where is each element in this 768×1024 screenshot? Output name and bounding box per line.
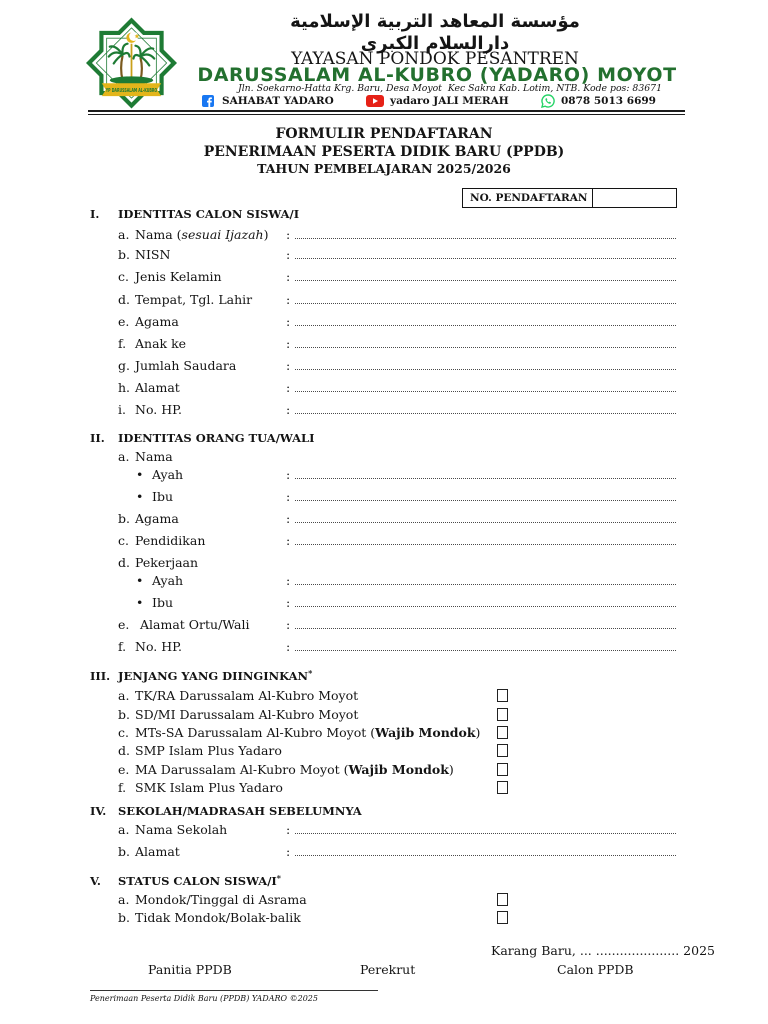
field-label: Tempat, Tgl. Lahir	[135, 292, 253, 307]
required-mark: *	[308, 668, 313, 678]
bullet: •	[136, 573, 144, 588]
field-row-alamat	[0, 379, 768, 396]
bullet: •	[136, 467, 144, 482]
item-letter: b.	[118, 844, 130, 859]
field-colon: :	[286, 380, 291, 395]
field-colon: :	[286, 573, 291, 588]
bullet: •	[136, 489, 144, 504]
field-row-agama	[0, 313, 768, 330]
header-divider-thick	[88, 110, 685, 112]
option-row-smp	[0, 742, 768, 759]
field-colon: :	[286, 844, 291, 859]
field-label-note: sesuai Ijazah	[181, 227, 264, 242]
section-number: I.	[90, 207, 100, 221]
option-label-emphasis: Wajib Mondok	[375, 725, 476, 740]
option-label: Tidak Mondok/Bolak-balik	[135, 910, 301, 925]
field-label: Ayah	[152, 573, 184, 588]
field-label: Alamat	[135, 380, 180, 395]
checkbox-ma[interactable]	[497, 763, 508, 776]
form-subtitle: PENERIMAAN PESERTA DIDIK BARU (PPDB)	[203, 144, 565, 160]
fill-line-nisn[interactable]	[295, 258, 676, 259]
header-divider-thin	[88, 114, 685, 115]
field-row-nama	[0, 226, 768, 243]
signatory-recruiter: Perekrut	[360, 962, 416, 977]
field-label: Jumlah Saudara	[135, 358, 237, 373]
field-row-alamat-sekolah	[0, 843, 768, 860]
item-letter: f.	[118, 780, 127, 795]
section-number: IV.	[90, 804, 107, 818]
item-letter: a.	[118, 822, 130, 837]
field-row-jenis-kelamin	[0, 268, 768, 285]
footer-text: Penerimaan Peserta Didik Baru (PPDB) YADARO ©2025	[90, 994, 318, 1003]
field-label-close: )	[263, 227, 269, 242]
field-label: Agama	[135, 314, 179, 329]
registration-number-label: NO. PENDAFTARAN	[463, 189, 593, 207]
section-title	[118, 668, 312, 685]
field-colon: :	[286, 292, 291, 307]
field-colon: :	[286, 533, 291, 548]
item-letter: f.	[118, 639, 127, 654]
option-row-sd-mi	[0, 706, 768, 723]
item-letter: h.	[118, 380, 131, 395]
option-label: Mondok/Tinggal di Asrama	[135, 892, 307, 907]
field-label: Pekerjaan	[135, 555, 199, 570]
section-4-heading	[0, 803, 768, 820]
arabic-institution-name: دارالسلام الكبرى	[360, 33, 510, 54]
field-colon: :	[286, 269, 291, 284]
section-title: IDENTITAS CALON SISWA/I	[118, 207, 300, 221]
fill-line-pekerjaan-ibu[interactable]	[295, 606, 676, 607]
field-label: No. HP.	[135, 639, 182, 654]
option-label-emphasis: Wajib Mondok	[348, 762, 449, 777]
arabic-foundation-name: مؤسسة المعاهد التربية الإسلامية	[290, 11, 580, 32]
section-5-heading	[0, 873, 768, 890]
fill-line-alamat-ortu[interactable]	[295, 628, 676, 629]
fill-line-jumlah-saudara[interactable]	[295, 369, 676, 370]
field-row-nama-ibu	[0, 488, 768, 505]
field-row-nisn	[0, 246, 768, 263]
checkbox-smp[interactable]	[497, 744, 508, 757]
institution-address: Jln. Soekarno-Hatta Krg. Baru, Desa Moyot Kec Sakra Kab. Lotim, NTB. Kode pos: 83671	[237, 83, 662, 94]
field-row-no-hp-ortu	[0, 638, 768, 655]
field-label: Ayah	[152, 467, 184, 482]
fill-line-tempat-tgl-lahir[interactable]	[295, 303, 676, 304]
field-colon: :	[286, 489, 291, 504]
item-letter: c.	[118, 725, 129, 740]
fill-line-jenis-kelamin[interactable]	[295, 280, 676, 281]
option-label-close: )	[475, 725, 481, 740]
item-letter: c.	[118, 269, 129, 284]
fill-line-anak-ke[interactable]	[295, 347, 676, 348]
field-colon: :	[286, 467, 291, 482]
field-colon: :	[286, 314, 291, 329]
field-label: No. HP.	[135, 402, 182, 417]
item-letter: a.	[118, 688, 130, 703]
field-label: Alamat Ortu/Wali	[140, 617, 250, 632]
field-label-text: Nama (	[135, 227, 182, 242]
field-label: Ibu	[152, 595, 173, 610]
whatsapp-number: 0878 5013 6699	[561, 95, 656, 107]
fill-line-nama-sekolah[interactable]	[295, 833, 676, 834]
field-row-tempat-tgl-lahir	[0, 291, 768, 308]
signatory-committee: Panitia PPDB	[148, 962, 232, 977]
option-row-mondok	[0, 891, 768, 908]
field-row-pekerjaan-ayah	[0, 572, 768, 589]
field-label: Anak ke	[135, 336, 187, 351]
registration-number-box	[462, 188, 677, 208]
field-group-pekerjaan	[0, 554, 768, 571]
option-row-mts-sa	[0, 724, 768, 741]
option-row-tk-ra	[0, 687, 768, 704]
item-letter: b.	[118, 707, 130, 722]
option-label: SMP Islam Plus Yadaro	[135, 743, 282, 758]
form-title: FORMULIR PENDAFTARAN	[275, 126, 493, 142]
option-label: SD/MI Darussalam Al-Kubro Moyot	[135, 707, 359, 722]
fill-line-agama-ortu[interactable]	[295, 522, 676, 523]
field-colon: :	[286, 639, 291, 654]
field-colon: :	[286, 227, 291, 242]
section-title-text: STATUS CALON SISWA/I	[118, 874, 277, 888]
field-colon: :	[286, 358, 291, 373]
item-letter: b.	[118, 511, 130, 526]
facebook-handle: SAHABAT YADARO	[222, 95, 334, 107]
field-label: Jenis Kelamin	[135, 269, 222, 284]
option-label-text: MTs-SA Darussalam Al-Kubro Moyot (	[135, 725, 376, 740]
item-letter: a.	[118, 227, 130, 242]
field-label: NISN	[135, 247, 171, 262]
section-number: V.	[90, 874, 101, 888]
section-title: IDENTITAS ORANG TUA/WALI	[118, 431, 315, 445]
section-number: III.	[90, 669, 111, 683]
field-label	[135, 226, 269, 243]
field-colon: :	[286, 595, 291, 610]
registration-number-field[interactable]	[593, 189, 676, 207]
item-letter: d.	[118, 743, 130, 758]
option-label: TK/RA Darussalam Al-Kubro Moyot	[135, 688, 359, 703]
option-row-ma	[0, 761, 768, 778]
fill-line-alamat[interactable]	[295, 391, 676, 392]
footer-divider	[90, 990, 378, 991]
item-letter: f.	[118, 336, 127, 351]
section-title: SEKOLAH/MADRASAH SEBELUMNYA	[118, 804, 362, 818]
fill-line-nama-ibu[interactable]	[295, 500, 676, 501]
fill-line-nama[interactable]	[295, 238, 676, 239]
field-row-agama-ortu	[0, 510, 768, 527]
field-group-nama-ortu	[0, 448, 768, 465]
field-row-no-hp	[0, 401, 768, 418]
item-letter: a.	[118, 892, 130, 907]
option-label	[135, 761, 454, 778]
item-letter: b.	[118, 247, 130, 262]
fill-line-pekerjaan-ayah[interactable]	[295, 584, 676, 585]
institution-name: DARUSSALAM AL-KUBRO (YADARO) MOYOT	[197, 64, 677, 86]
field-colon: :	[286, 617, 291, 632]
required-mark: *	[276, 873, 281, 883]
section-3-heading	[0, 668, 768, 685]
item-letter: e.	[118, 762, 130, 777]
checkbox-tk-ra[interactable]	[497, 689, 508, 702]
field-row-nama-sekolah	[0, 821, 768, 838]
item-letter: d.	[118, 292, 130, 307]
fill-line-no-hp-ortu[interactable]	[295, 650, 676, 651]
fill-line-no-hp[interactable]	[295, 413, 676, 414]
field-row-pekerjaan-ibu	[0, 594, 768, 611]
field-label: Nama	[135, 449, 173, 464]
item-letter: g.	[118, 358, 130, 373]
option-row-smk	[0, 779, 768, 796]
option-label: SMK Islam Plus Yadaro	[135, 780, 283, 795]
section-title-text: JENJANG YANG DIINGINKAN	[118, 669, 309, 683]
field-label: Nama Sekolah	[135, 822, 228, 837]
field-label: Ibu	[152, 489, 173, 504]
item-letter: c.	[118, 533, 129, 548]
field-label: Pendidikan	[135, 533, 206, 548]
section-2-heading	[0, 430, 768, 447]
field-colon: :	[286, 822, 291, 837]
item-letter: d.	[118, 555, 130, 570]
academic-year: TAHUN PEMBELAJARAN 2025/2026	[257, 161, 511, 176]
field-row-jumlah-saudara	[0, 357, 768, 374]
fill-line-alamat-sekolah[interactable]	[295, 855, 676, 856]
checkbox-sd-mi[interactable]	[497, 708, 508, 721]
field-colon: :	[286, 511, 291, 526]
bullet: •	[136, 595, 144, 610]
item-letter: a.	[118, 449, 130, 464]
checkbox-mts-sa[interactable]	[497, 726, 508, 739]
field-row-anak-ke	[0, 335, 768, 352]
fill-line-agama[interactable]	[295, 325, 676, 326]
item-letter: i.	[118, 402, 126, 417]
field-colon: :	[286, 247, 291, 262]
section-title	[118, 873, 281, 890]
field-row-pendidikan	[0, 532, 768, 549]
logo-text: YP DARUSSALAM AL-KUBRO	[105, 87, 158, 94]
option-label	[135, 724, 480, 741]
option-label-text: MA Darussalam Al-Kubro Moyot (	[135, 762, 349, 777]
option-row-tidak-mondok	[0, 909, 768, 926]
option-label-close: )	[448, 762, 454, 777]
field-row-nama-ayah	[0, 466, 768, 483]
facebook-icon	[202, 95, 214, 107]
fill-line-nama-ayah[interactable]	[295, 478, 676, 479]
item-letter: e.	[118, 314, 130, 329]
checkbox-tidak-mondok[interactable]	[497, 911, 508, 924]
field-colon: :	[286, 336, 291, 351]
field-label: Agama	[135, 511, 179, 526]
item-letter: e.	[118, 617, 130, 632]
checkbox-smk[interactable]	[497, 781, 508, 794]
section-number: II.	[90, 431, 105, 445]
youtube-handle: yadaro JALI MERAH	[390, 95, 509, 107]
field-label: Alamat	[135, 844, 180, 859]
foundation-name: YAYASAN PONDOK PESANTREN	[291, 49, 579, 69]
checkbox-mondok[interactable]	[497, 893, 508, 906]
item-letter: b.	[118, 910, 130, 925]
section-1-heading	[0, 206, 768, 223]
signatory-applicant: Calon PPDB	[557, 962, 634, 977]
whatsapp-icon	[541, 94, 555, 108]
field-colon: :	[286, 402, 291, 417]
field-row-alamat-ortu	[0, 616, 768, 633]
youtube-icon	[366, 95, 384, 107]
fill-line-pendidikan[interactable]	[295, 544, 676, 545]
place-and-date: Karang Baru, ... ..................... 2025	[491, 943, 715, 958]
